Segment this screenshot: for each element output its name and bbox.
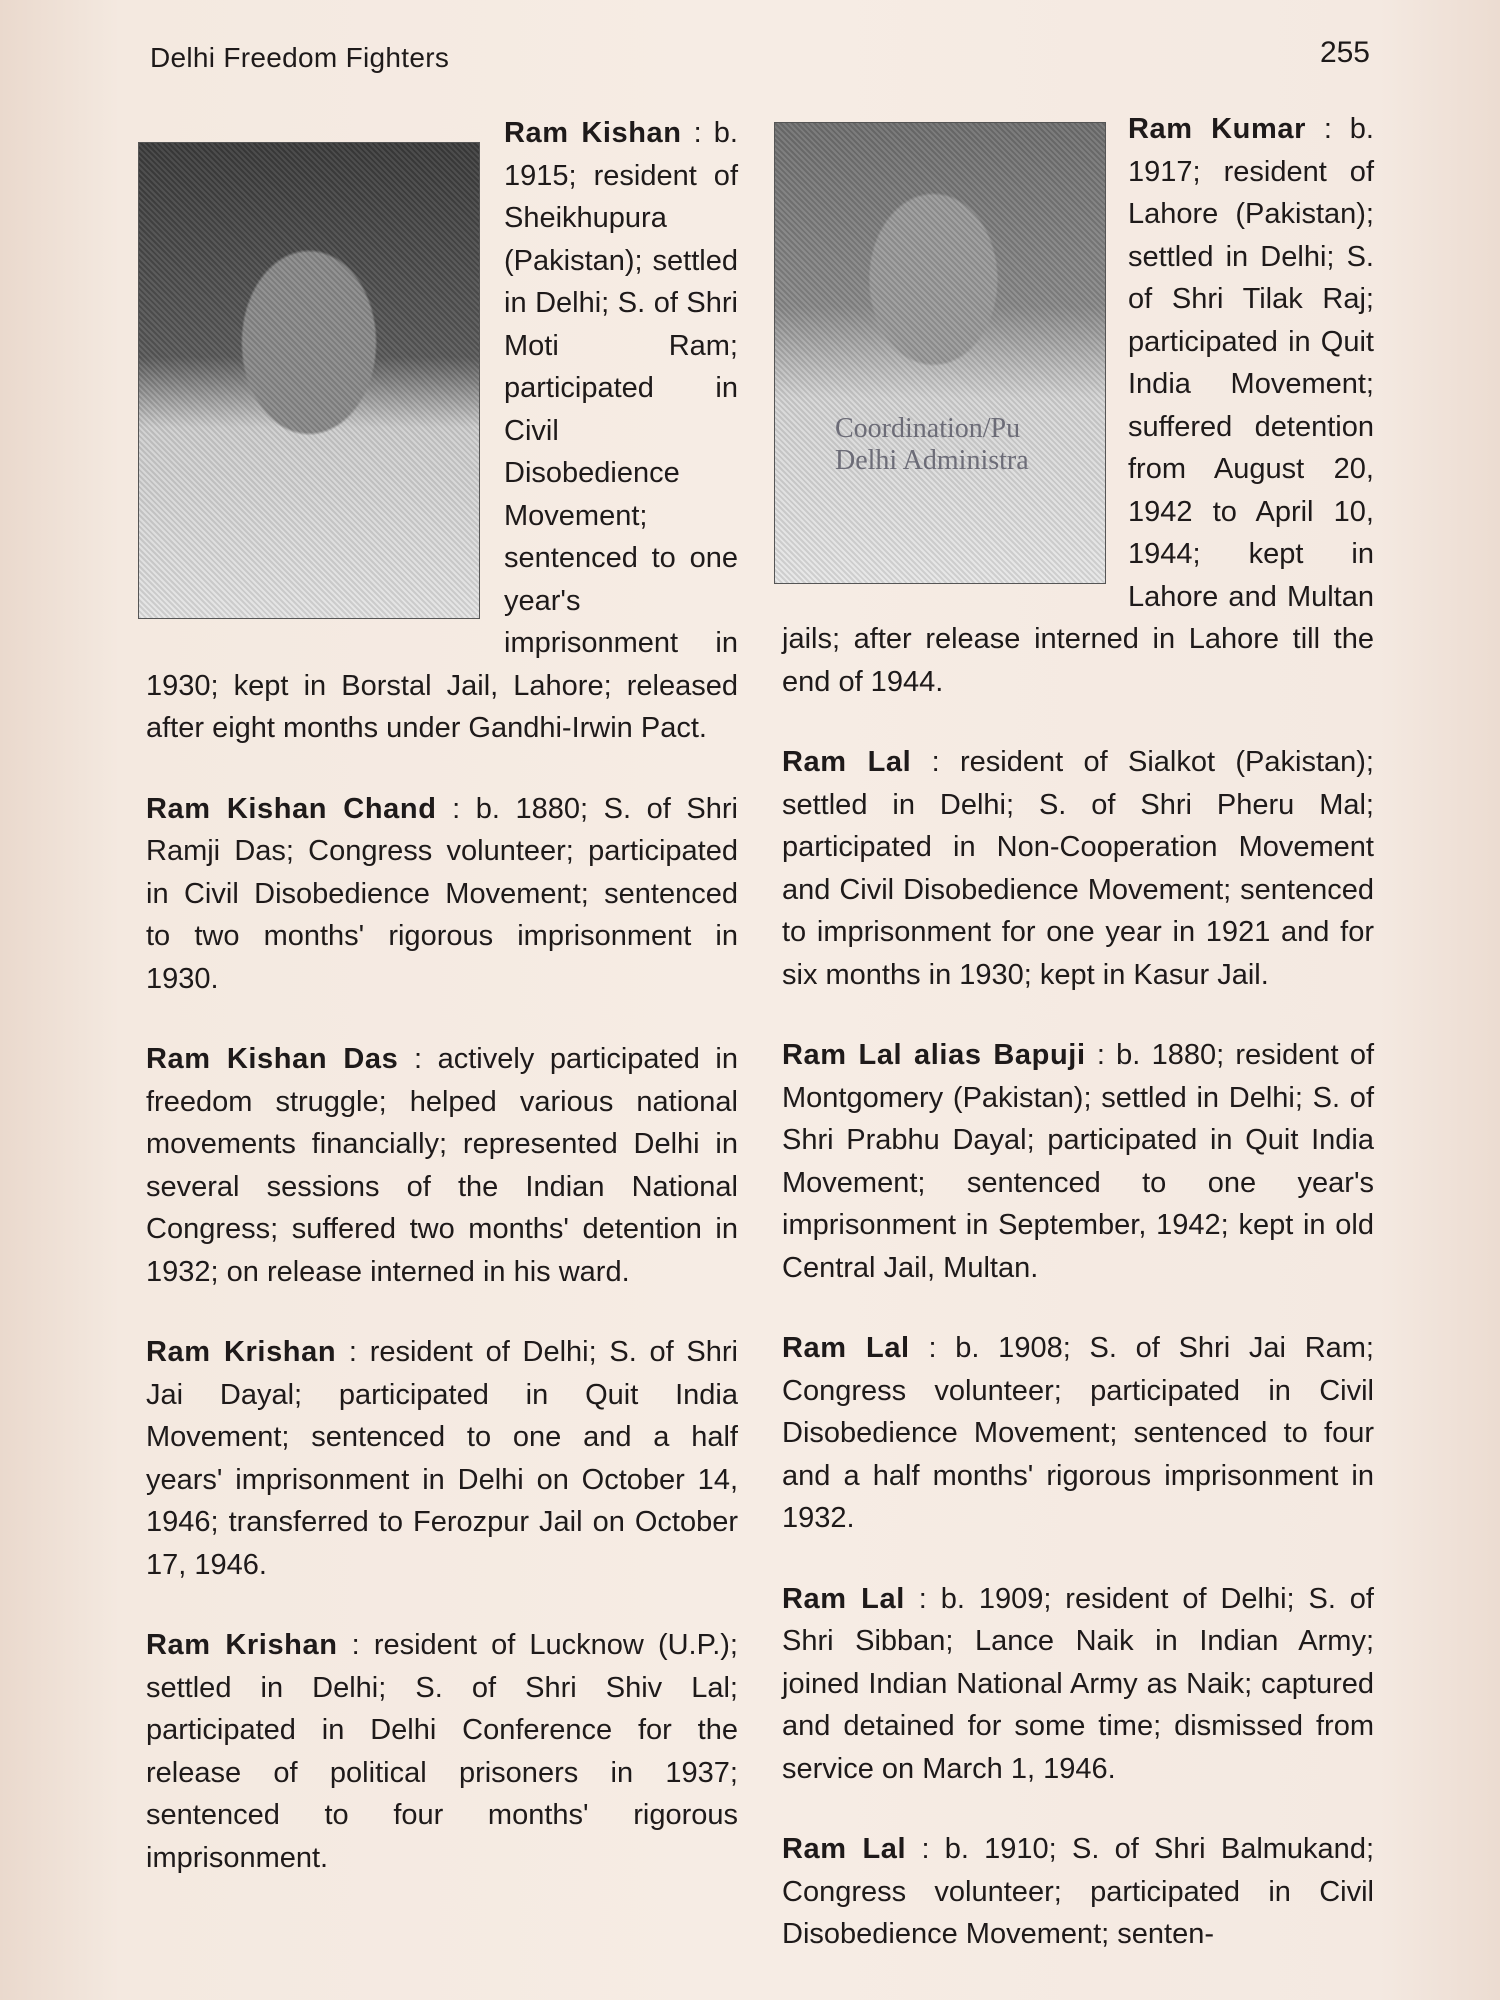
entry-ram-lal-1909 xyxy=(782,1578,1374,1791)
right-column xyxy=(782,108,1374,1994)
entry-name: Ram Lal alias Bapuji xyxy=(782,1039,1086,1071)
entry-text: : b. 1908; S. of Shri Jai Ram; Congress volunteer; participated in Civil Disobedience Movement; sentenced to four and a half months' rigorous imprisonment in 1932. xyxy=(782,1332,1374,1534)
entry-text: : resident of Sialkot (Pakistan); settled in Delhi; S. of Shri Pheru Mal; participated in Non-Cooperation Movement and Civil Disobedience Movement; sentenced to imprisonment for one year in 1921 and for six months in 1930; kept in Kasur Jail. xyxy=(782,746,1374,991)
entry-text: : actively participated in freedom struggle; helped various national movements financially; represented Delhi in several sessions of the Indian National Congress; suffered two months' detention in 1932; on release interned in his ward. xyxy=(146,1043,738,1288)
entry-text: : resident of Delhi; S. of Shri Jai Dayal; participated in Quit India Movement; sentenced to one and a half years' imprisonment in Delhi on October 14, 1946; transferred to Ferozpur Jail on October 17, 1946. xyxy=(146,1336,738,1581)
entry-name: Ram Lal xyxy=(782,1833,907,1865)
office-stamp xyxy=(835,413,1029,477)
entry-name: Ram Kishan Chand xyxy=(146,792,437,825)
left-column xyxy=(146,112,738,1917)
portrait-photo-ram-kishan xyxy=(138,142,480,619)
entry-ram-kumar xyxy=(782,108,1374,703)
entry-ram-kishan xyxy=(146,112,738,750)
entry-text: : b. 1917; resident of Lahore (Pakistan); settled in Delhi; S. of Shri Tilak Raj; participated in Quit India Movement; suffered detention from August 20, 1942 to April 10, 1944; kept in Lahore and Multan jails; after release interned in Lahore till the end of 1944. xyxy=(782,113,1374,698)
stamp-line: Coordination/Pu xyxy=(835,413,1021,444)
entry-text: : b. 1909; resident of Delhi; S. of Shri Sibban; Lance Naik in Indian Army; joined Indian National Army as Naik; captured and detained for some time; dismissed from service on March 1, 1946. xyxy=(782,1582,1374,1785)
entry-name: Ram Lal xyxy=(782,1332,910,1364)
entry-name: Ram Krishan xyxy=(146,1629,338,1661)
entry-ram-krishan-delhi xyxy=(146,1331,738,1586)
entry-ram-kishan-chand xyxy=(146,788,738,1001)
entry-ram-krishan-lucknow xyxy=(146,1624,738,1879)
page-number: 255 xyxy=(1319,36,1370,69)
entry-text: : b. 1910; S. of Shri Balmukand; Congress volunteer; participated in Civil Disobedience Movement; senten- xyxy=(782,1833,1374,1950)
entry-text: : b. 1880; S. of Shri Ramji Das; Congress volunteer; participated in Civil Disobedience Movement; sentenced to two months' rigorous imprisonment in 1930. xyxy=(146,792,738,995)
entry-ram-lal-sialkot xyxy=(782,741,1374,996)
entry-name: Ram Lal xyxy=(782,1582,905,1615)
entry-name: Ram Kumar xyxy=(1128,113,1306,145)
stamp-line: Delhi Administra xyxy=(835,445,1029,476)
entry-name: Ram Kishan xyxy=(504,117,682,149)
entry-ram-lal-1908 xyxy=(782,1327,1374,1540)
entry-name: Ram Kishan Das xyxy=(146,1043,399,1075)
entry-ram-lal-1910 xyxy=(782,1828,1374,1956)
entry-text: : resident of Lucknow (U.P.); settled in Delhi; S. of Shri Shiv Lal; participated in Delhi Conference for the release of political prisoners in 1937; sentenced to four months' rigorous imprisonment. xyxy=(146,1629,738,1874)
entry-name: Ram Lal xyxy=(782,746,912,778)
entry-ram-lal-bapuji xyxy=(782,1034,1374,1289)
entry-text: : b. 1915; resident of Sheikhupura (Pakistan); settled in Delhi; S. of Shri Moti Ram; participated in Civil Disobedience Movement; sentenced to one year's imprisonment in 1930; kept in Borstal Jail, Lahore; released after eight months under Gandhi-Irwin Pact. xyxy=(146,117,738,744)
entry-ram-kishan-das xyxy=(146,1038,738,1293)
entry-text: : b. 1880; resident of Montgomery (Pakistan); settled in Delhi; S. of Shri Prabhu Dayal; participated in Quit India Movement; sentenced to one year's imprisonment in September, 1942; kept in old Central Jail, Multan. xyxy=(782,1039,1374,1284)
entry-name: Ram Krishan xyxy=(146,1336,337,1368)
portrait-photo-ram-kumar xyxy=(774,122,1106,584)
running-header: Delhi Freedom Fighters xyxy=(150,42,450,73)
